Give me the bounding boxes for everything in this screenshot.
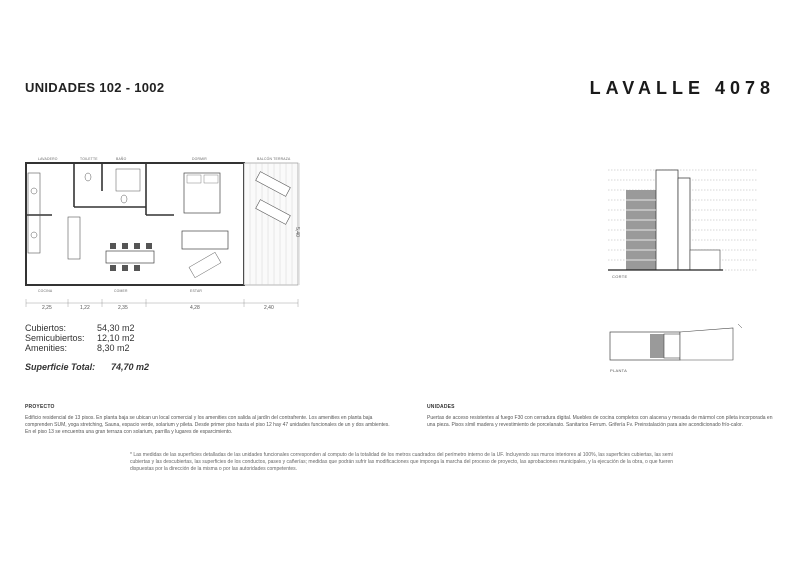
- site-plan-drawing: [608, 320, 758, 380]
- room-lavadero: LAVADERO: [38, 157, 58, 161]
- area-row-amenities: [25, 343, 171, 353]
- dimension-3: 2,35: [118, 305, 128, 311]
- unidades-body: Puertas de acceso resistentes al fuego F30 con cerradura digital. Muebles de cocina completos con alacena y mesada de mármol con pileta incorporada en una pieza. Pisos símil madera y revestimiento de porcelanato. Sanitarios Ferrum. Grifería Fv. Preinstalación para aire acondicionado frío-calor.: [427, 415, 773, 428]
- proyecto-body: Edificio residencial de 13 pisos. En planta baja se ubican un local comercial y los amenities con salida al jardín del contrafrente. Los amenities en planta baja comprenden SUM, yoga stretching, Sauna, espacio verde, solarium y pileta. Desde primer piso hasta el piso 12 hay 47 unidades funcionales de un y dos ambientes. En el piso 13 se encuentra una gran terraza con solarium, parrilla y lugares de esparcimiento.: [25, 415, 390, 435]
- section-drawing: [608, 150, 758, 285]
- room-balcon: BALCÓN TERRAZA: [257, 157, 291, 161]
- units-title: UNIDADES 102 - 1002: [25, 80, 165, 95]
- area-row-semicubiertos: [25, 333, 171, 343]
- dimension-height: 5,40: [293, 227, 300, 237]
- dimension-2: 1,22: [80, 305, 90, 311]
- room-toilette: TOILETTE: [80, 157, 98, 161]
- total-label: Superficie Total:: [25, 362, 96, 372]
- planta-label: PLANTA: [610, 368, 628, 373]
- unidades-title: UNIDADES: [427, 404, 455, 410]
- unidades-section: [427, 404, 777, 429]
- dimension-5: 2,40: [264, 305, 274, 311]
- area-label: Amenities:: [25, 343, 68, 353]
- room-dormir: DORMIR: [192, 157, 207, 161]
- area-row-total: [25, 362, 171, 372]
- area-value: 8,30 m2: [97, 343, 130, 353]
- corte-label: CORTE: [612, 274, 628, 279]
- floor-plan-drawing: [24, 155, 300, 315]
- total-value: 74,70 m2: [111, 362, 150, 372]
- area-label: Semicubiertos:: [25, 333, 85, 343]
- dimension-1: 2,25: [42, 305, 52, 311]
- room-estar: ESTAR: [190, 289, 203, 293]
- project-name: LAVALLE 4078: [589, 78, 775, 98]
- floor-plan: [24, 155, 300, 315]
- proyecto-section: [25, 404, 390, 436]
- area-value: 12,10 m2: [97, 333, 135, 343]
- area-summary: [25, 323, 171, 372]
- proyecto-title: PROYECTO: [25, 404, 55, 410]
- area-value: 54,30 m2: [97, 323, 135, 333]
- corte-drawing: [608, 150, 758, 285]
- room-bano: BAÑO: [116, 157, 127, 161]
- room-cocina: COCINA: [38, 289, 53, 293]
- room-comer: COMER: [114, 289, 128, 293]
- footnote: * Las medidas de las superficies detalladas de las unidades funcionales corresponden al computo de la totalidad de los metros cuadrados del perímetro interno de la UF. Incluyendo sus muros interiores al 100%, las superficies cubiertas, las semi cubiertas y las descubiertas, las superficies de los conductos, pases y cañerías; medidas que podrán sufrir las modificaciones que imponga la marcha del proceso de proyecto, las aprobaciones municipales, y la ejecución de la obra, o que fueren dispuestas por la dirección de la misma o por las autoridades competentes.: [130, 452, 674, 472]
- dimension-4: 4,28: [190, 305, 200, 311]
- area-row-cubiertos: [25, 323, 171, 333]
- planta-drawing: [608, 320, 758, 368]
- area-label: Cubiertos:: [25, 323, 67, 333]
